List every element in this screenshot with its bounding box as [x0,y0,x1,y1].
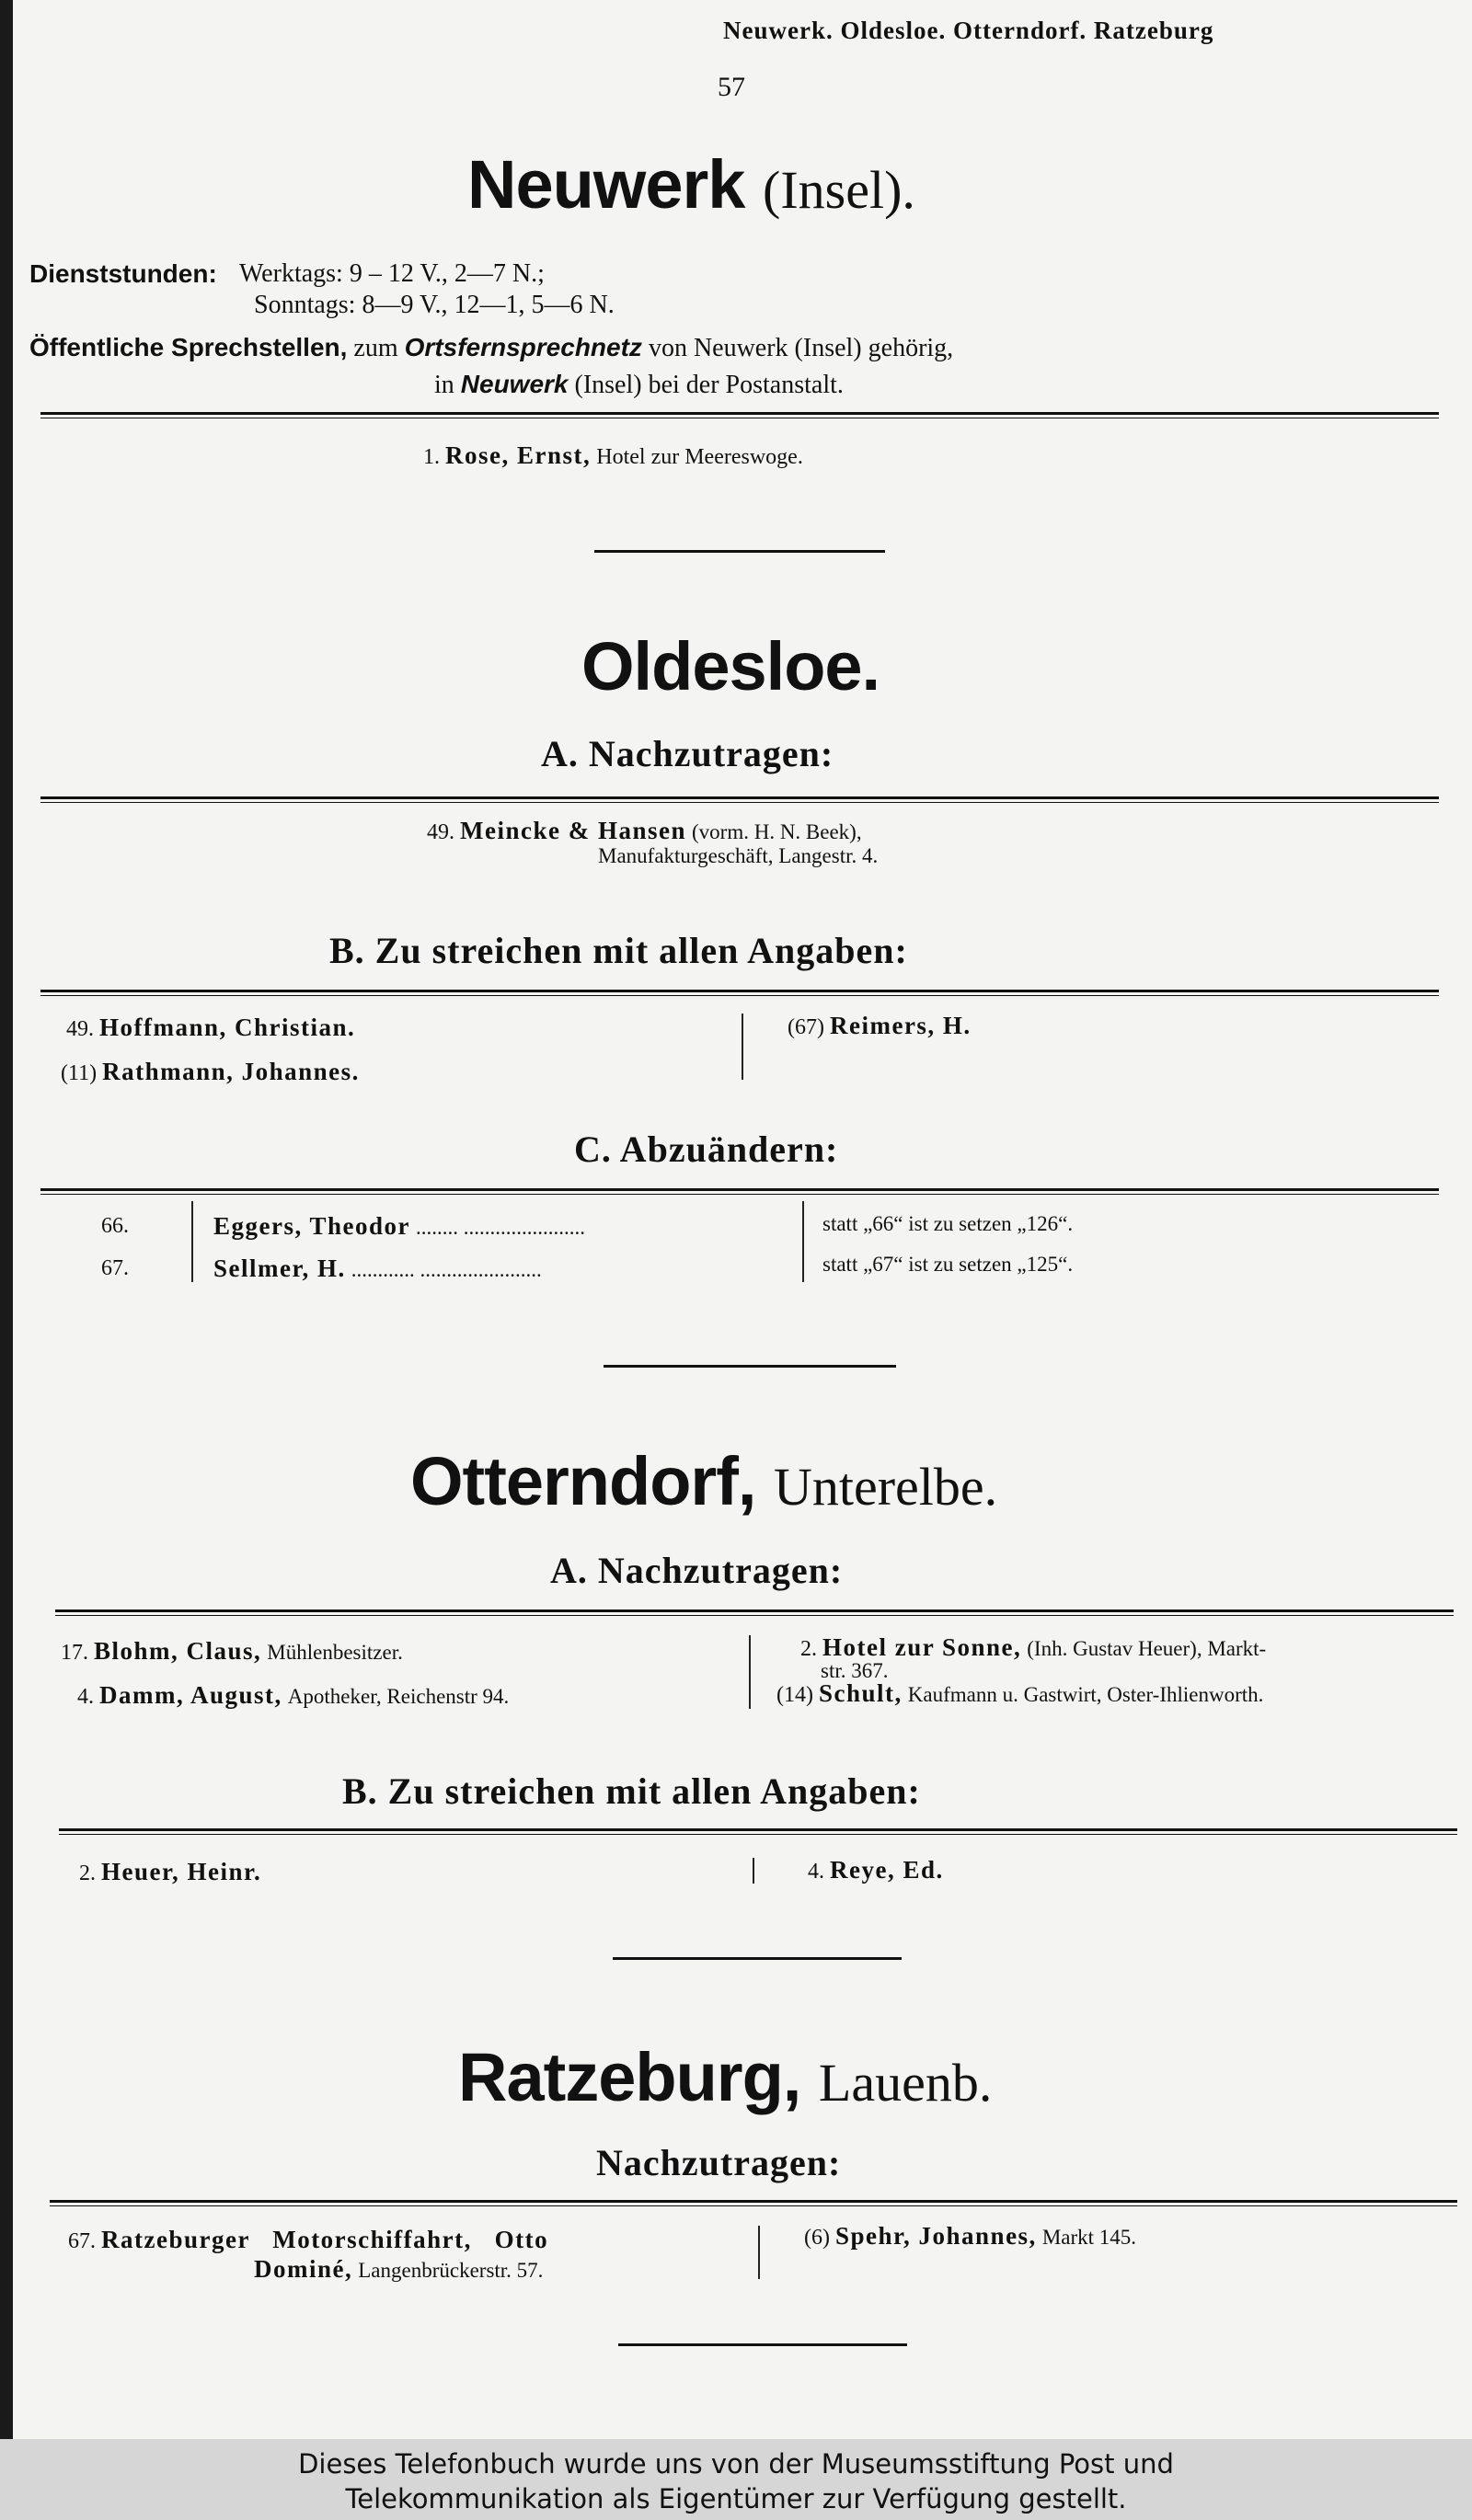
ratzeburg-section: Nachzutragen: [596,2142,842,2183]
column-divider [758,2226,760,2279]
list-item-continued [254,2255,543,2284]
list-item [61,1637,403,1666]
public-stations-line2 [434,370,844,400]
divider [40,796,1439,803]
list-item [776,1679,1263,1708]
entry-number: 2. [79,1861,96,1885]
entry-detail-2: Manufakturgeschäft, Langestr. 4. [598,844,879,867]
entry-detail: Kaufmann u. Gastwirt, Oster-Ihlienworth. [907,1683,1264,1706]
entry-detail: Markt 145. [1041,2226,1137,2249]
oldesloe-section-c: C. Abzuändern: [574,1128,839,1170]
entry-number: 49. [66,1017,94,1041]
entry-detail: Langenbrückerstr. 57. [358,2259,544,2282]
public-stations-label: Öffentliche Sprechstellen, [29,333,348,361]
attribution-footer [0,2439,1472,2520]
entry-detail: (Inh. Gustav Heuer), Markt- [1027,1637,1267,1660]
list-item [66,1014,355,1042]
footer-line-1: Dieses Telefonbuch wurde uns von der Museumsstiftung Post und [298,2448,1174,2480]
short-divider [618,2343,907,2346]
list-item [427,817,862,845]
section-title-ratzeburg [458,2038,992,2116]
table-row-number: 66. [101,1214,129,1238]
section-title-neuwerk [467,145,915,223]
entry-number: 4. [808,1860,824,1884]
entry-number: 1. [423,445,440,469]
public-net: Ortsfernsprechnetz [404,333,642,361]
table-row [213,1212,585,1241]
list-item [800,1633,1266,1662]
leader-dots: ........ ....................... [416,1216,586,1239]
entry-detail: Mühlenbesitzer. [267,1641,403,1664]
divider [40,1188,1439,1195]
table-row [213,1254,542,1283]
entry-name: Blohm, Claus, [94,1637,262,1665]
change-instruction: statt „66“ ist zu setzen „126“. [822,1212,1074,1235]
oldesloe-section-a: A. Nachzutragen: [541,733,834,774]
divider [55,1609,1454,1616]
divider [50,2200,1457,2206]
entry-detail: Hotel zur Meereswoge. [596,445,803,469]
list-item [804,2222,1136,2251]
entry-name: Reye, Ed. [830,1856,944,1884]
list-item [61,1058,360,1086]
oldesloe-title: Oldesloe. [581,628,880,704]
table-row-number: 67. [101,1256,129,1280]
entry-name: Heuer, Heinr. [101,1858,262,1885]
divider [59,1828,1457,1835]
entry-number: (67) [788,1015,824,1039]
entry-name: Rose, Ernst, [445,441,592,469]
entry-detail-2: str. 367. [821,1659,889,1682]
hours-label: Dienststunden: [29,259,217,288]
entry-name: Schult, [818,1679,903,1707]
public-in: in [434,371,454,399]
divider [40,990,1439,996]
table-column-line [802,1201,804,1282]
ratzeburg-subtitle: Lauenb. [818,2053,993,2113]
short-divider [594,550,885,553]
short-divider [604,1365,896,1368]
list-item [808,1856,944,1884]
public-place: Neuwerk [460,370,569,398]
entry-name: Meincke & Hansen [460,817,686,844]
entry-name: Sellmer, H. [213,1254,346,1282]
page-number: 57 [718,72,745,102]
public-text-2: von Neuwerk (Insel) gehörig, [648,334,954,362]
divider [40,412,1439,418]
section-title-otterndorf [410,1442,997,1520]
column-divider [749,1635,751,1709]
short-divider [613,1957,902,1960]
entry-number: (6) [804,2226,830,2250]
oldesloe-section-b: B. Zu streichen mit allen Angaben: [329,930,908,971]
hours-sundays: Sonntags: 8—9 V., 12—1, 5—6 N. [254,291,615,319]
table-column-line [191,1201,193,1282]
entry-name: Reimers, H. [829,1012,972,1039]
list-item [79,1858,261,1886]
column-divider [753,1858,754,1884]
otterndorf-section-a: A. Nachzutragen: [550,1550,844,1591]
list-item [77,1681,509,1710]
entry-number: 49. [427,820,454,844]
footer-line-2: Telekommunikation als Eigentümer zur Verfügung gestellt. [345,2483,1127,2514]
entry-name-2: Dominé, [254,2255,353,2283]
neuwerk-title: Neuwerk [467,146,745,223]
entry-number: 4. [77,1685,94,1709]
entry-number: 2. [800,1637,817,1661]
hours-weekdays: Werktags: 9 – 12 V., 2—7 N.; [239,259,545,288]
neuwerk-subtitle: (Insel). [763,160,915,220]
otterndorf-section-b: B. Zu streichen mit allen Angaben: [342,1770,921,1812]
entry-name: Ratzeburger Motorschiffahrt, Otto [101,2226,549,2253]
column-divider [742,1014,743,1080]
entry-number: 17. [61,1641,88,1665]
entry-number: 67. [68,2229,96,2253]
entry-name: Damm, August, [99,1681,282,1709]
entry-number: (11) [61,1061,98,1085]
entry-name: Eggers, Theodor [213,1212,411,1240]
entry-detail: (vorm. H. N. Beek), [692,820,862,843]
public-text-1: zum [353,334,398,362]
entry-name: Hoffmann, Christian. [99,1014,356,1041]
public-rest: (Insel) bei der Postanstalt. [574,371,844,399]
public-stations-line1 [29,333,953,363]
ratzeburg-title: Ratzeburg, [458,2039,801,2115]
list-item [423,441,803,470]
otterndorf-subtitle: Unterelbe. [773,1457,998,1517]
otterndorf-title: Otterndorf, [410,1443,756,1519]
entry-name: Hotel zur Sonne, [822,1633,1022,1661]
change-instruction: statt „67“ ist zu setzen „125“. [822,1253,1074,1276]
running-title: Neuwerk. Oldesloe. Otterndorf. Ratzeburg [723,17,1214,44]
entry-name: Rathmann, Johannes. [102,1058,360,1085]
list-item [68,2226,548,2254]
list-item [788,1012,972,1040]
leader-dots: ............ ....................... [351,1258,542,1281]
entry-number: (14) [776,1683,813,1707]
entry-name: Spehr, Johannes, [834,2222,1037,2250]
entry-detail: Apotheker, Reichenstr 94. [287,1685,510,1708]
